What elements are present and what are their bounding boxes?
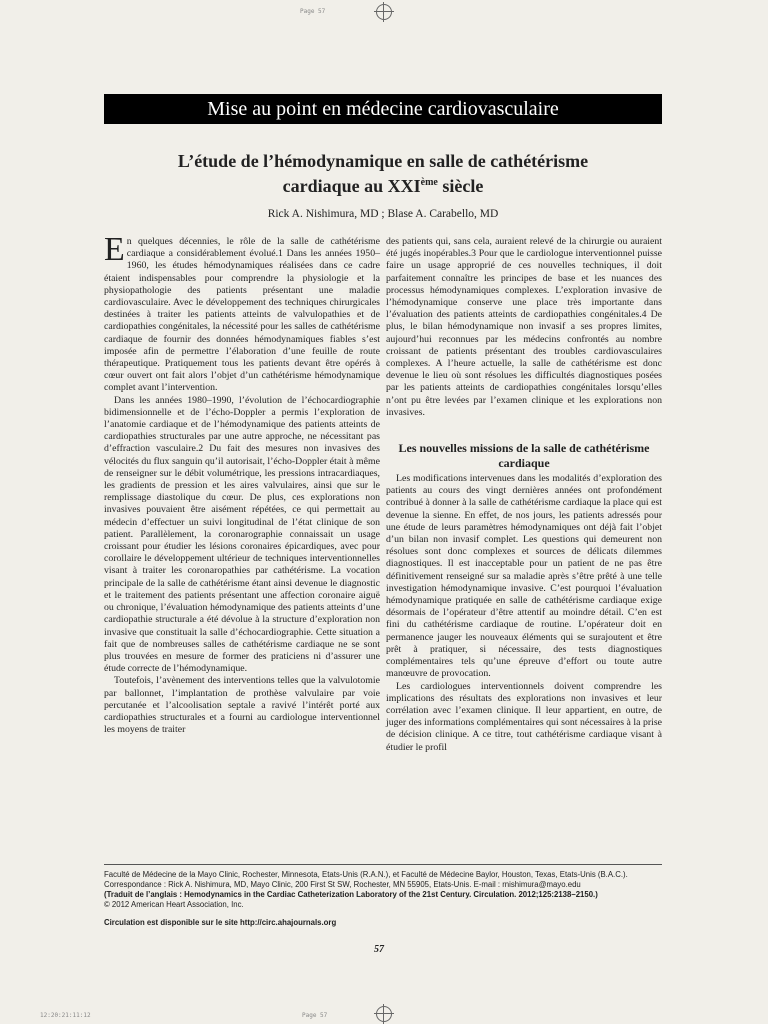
registration-crosshair-top	[376, 4, 392, 20]
section-banner: Mise au point en médecine cardiovasculaire	[104, 94, 662, 124]
paragraph-intro: En quelques décennies, le rôle de la salle de cathétérisme cardiaque a considérablement évolué.1 Dans les années 1950–1960, les études hémodynamiques réalisées dans ce cadre étaient indispensables pour comprendre la physiologie et la physiopathologie des patients présentant une maladie cardiovasculaire. Avec le développement des techniques chirurgicales destinées à traiter les patients atteints de valvulopathies et de cardiopathies congénitales, la nécessité pour les salles de cathétérisme cardiaque de fournir des données hémodynamiques fiables s’est imposée afin de permettre l’élaboration d’une feuille de route thérapeutique. Pratiquement tous les patients devant être opérés à cœur ouvert ont fait alors l’objet d’un cathétérisme hémodynamique complet avant l’intervention.	[104, 231, 380, 394]
footnotes	[104, 864, 662, 928]
paragraph-echo-doppler: Dans les années 1980–1990, l’évolution de l’échocardiographie bidimensionnelle et de l’écho-Doppler a permis l’exploration de l’anatomie cardiaque et de l’hémodynamique des patients atteints de cardiopathies structurales par une autre approche, ne nécessitant pas d’effraction vasculaire.2 Du fait des mesures non invasives des vélocités du flux sanguin qu’il autorisait, l’écho-Doppler était à même de renseigner sur le débit volumétrique, les pressions intracardiaques, les gradients de pression et les aires valvulaires, ainsi que sur le remplissage diastolique du cœur. De plus, ces explorations non invasives pouvaient être aisément répétées, ce qui permettait au médecin d’effectuer un suivi longitudinal de l’état clinique de son patient. Parallèlement, la coronarographie connaissait un usage croissant pour étudier les lésions coronaires épicardiques, avec pour corollaire le développement ultérieur de techniques interventionnelles visant à traiter les coronaropathies par cathétérisme. La vocation principale de la salle de cathétérisme étant ainsi devenue le diagnostic et le traitement des patients présentant une affection coronaire aiguë ou chronique, l’évaluation hémodynamique des patients atteints d’une cardiopathie structurale a été dévolue à la structure d’exploration non invasive que constituait la salle d’échocardiographie. Cette situation a fait que de nombreuses salles de cathétérisme cardiaque ne se sont plus trouvées en mesure de former des praticiens ni d’assurer une étude correcte de l’hémodynamique.	[104, 394, 380, 675]
drop-cap: E	[104, 231, 125, 268]
paragraph-new-missions: Les modifications intervenues dans les modalités d’exploration des patients au cours des vingt dernières années ont profondément contribué à donner à la salle de cathétérisme cardiaque la place qui est devenue la sienne. En effet, de nos jours, les patients adressés pour une étude de leurs paramètres hémodynamiques ont déjà fait l’objet d’un bilan non invasif complet. Les questions qui demeurent non résolues sont donc complexes et sources de délicats dilemmes diagnostiques. Il est inacceptable pour un patient de ne pas être définitivement renseigné sur sa maladie après s’être prêté à une telle investigation hémodynamique invasive. C’est pourquoi l’évaluation hémodynamique pratiquée en salle de cathétérisme cardiaque exige désormais de l’opérateur d’être attentif au moindre détail. C’en est fini du cathétérisme cardiaque de routine. L’opérateur doit en permanence jauger les nouveaux éléments qui se surajoutent et être prêt à pratiquer, si nécessaire, des tests diagnostiques complémentaires tels qu’une épreuve d’effort ou toute autre manœuvre de provocation.	[386, 473, 662, 680]
section-heading: Les nouvelles missions de la salle de cathétérisme cardiaque	[398, 441, 650, 471]
article-authors: Rick A. Nishimura, MD ; Blase A. Carabello, MD	[267, 208, 499, 220]
footnote-translation: (Traduit de l’anglais : Hemodynamics in the Cardiac Catheterization Laboratory of the 21st Century. Circulation. 2012;125:2138–2150.)	[104, 890, 598, 899]
paragraph-interventions: Toutefois, l’avènement des interventions telles que la valvulotomie par ballonnet, l’implantation de prothèse valvulaire par voie percutanée et l’alcoolisation septale a ravivé l’intérêt porté aux cardiopathies structurales et a fourni au cardiologue interventionnel les moyens de traiter	[104, 675, 380, 736]
print-mark-page-bottom: Page 57	[302, 1012, 328, 1019]
left-column	[104, 231, 380, 736]
footnote-copyright: © 2012 American Heart Association, Inc.	[104, 900, 244, 909]
paragraph-cardiologists: Les cardiologues interventionnels doivent comprendre les implications des résultats des explorations non invasives et leur corrélation avec l’examen clinique. Il leur appartient, en outre, de juger des informations complémentaires qui sont nécessaires à la prise de décision clinique. A ce titre, tout cathétérisme cardiaque visant à étudier le profil	[386, 680, 662, 753]
registration-crosshair-bottom	[376, 1006, 392, 1022]
article-title	[104, 150, 662, 197]
right-column	[386, 236, 662, 754]
print-mark-time: 12:20:21:11:12	[40, 1012, 91, 1019]
footnote-correspondence: Correspondance : Rick A. Nishimura, MD, Mayo Clinic, 200 First St SW, Rochester, MN 55905, Etats-Unis. E-mail : rnishimura@mayo.edu	[104, 880, 581, 889]
title-line-2: cardiaque au XXIème siècle	[282, 176, 484, 196]
paragraph-continuation: des patients qui, sans cela, auraient relevé de la chirurgie ou auraient été jugés inopérables.3 Pour que le cardiologue interventionnel puisse faire un usage approprié de ces nouvelles techniques, il doit parfaitement connaître les principes de base et les nuances des processus hémodynamiques complexes. L’exploration invasive de l’hémodynamique conserve une place très importante dans l’évaluation des patients atteints de cardiopathies congénitales.4 De plus, le bilan hémodynamique non invasif a ses propres limites, aujourd’hui reconnues par les médecins confrontés au nombre croissant de patients présentant des troubles cardiovasculaires complexes. A l’heure actuelle, la salle de cathétérisme est donc devenue le lieu où sont résolues les difficultés diagnostiques posées par les patients atteints de cardiopathies congénitales lorsqu’elles n’ont pu être levées par l’examen clinique et les explorations non invasives.	[386, 236, 662, 418]
print-mark-page-top: Page 57	[300, 8, 326, 15]
footnote-affiliation: Faculté de Médecine de la Mayo Clinic, Rochester, Minnesota, Etats-Unis (R.A.N.), et Faculté de Médecine Baylor, Houston, Texas, Etats-Unis (B.A.C.).	[104, 870, 628, 879]
title-line-1: L’étude de l’hémodynamique en salle de cathétérisme	[177, 151, 589, 171]
page-number: 57	[374, 944, 384, 955]
footnote-availability: Circulation est disponible sur le site http://circ.ahajournals.org	[104, 918, 337, 927]
